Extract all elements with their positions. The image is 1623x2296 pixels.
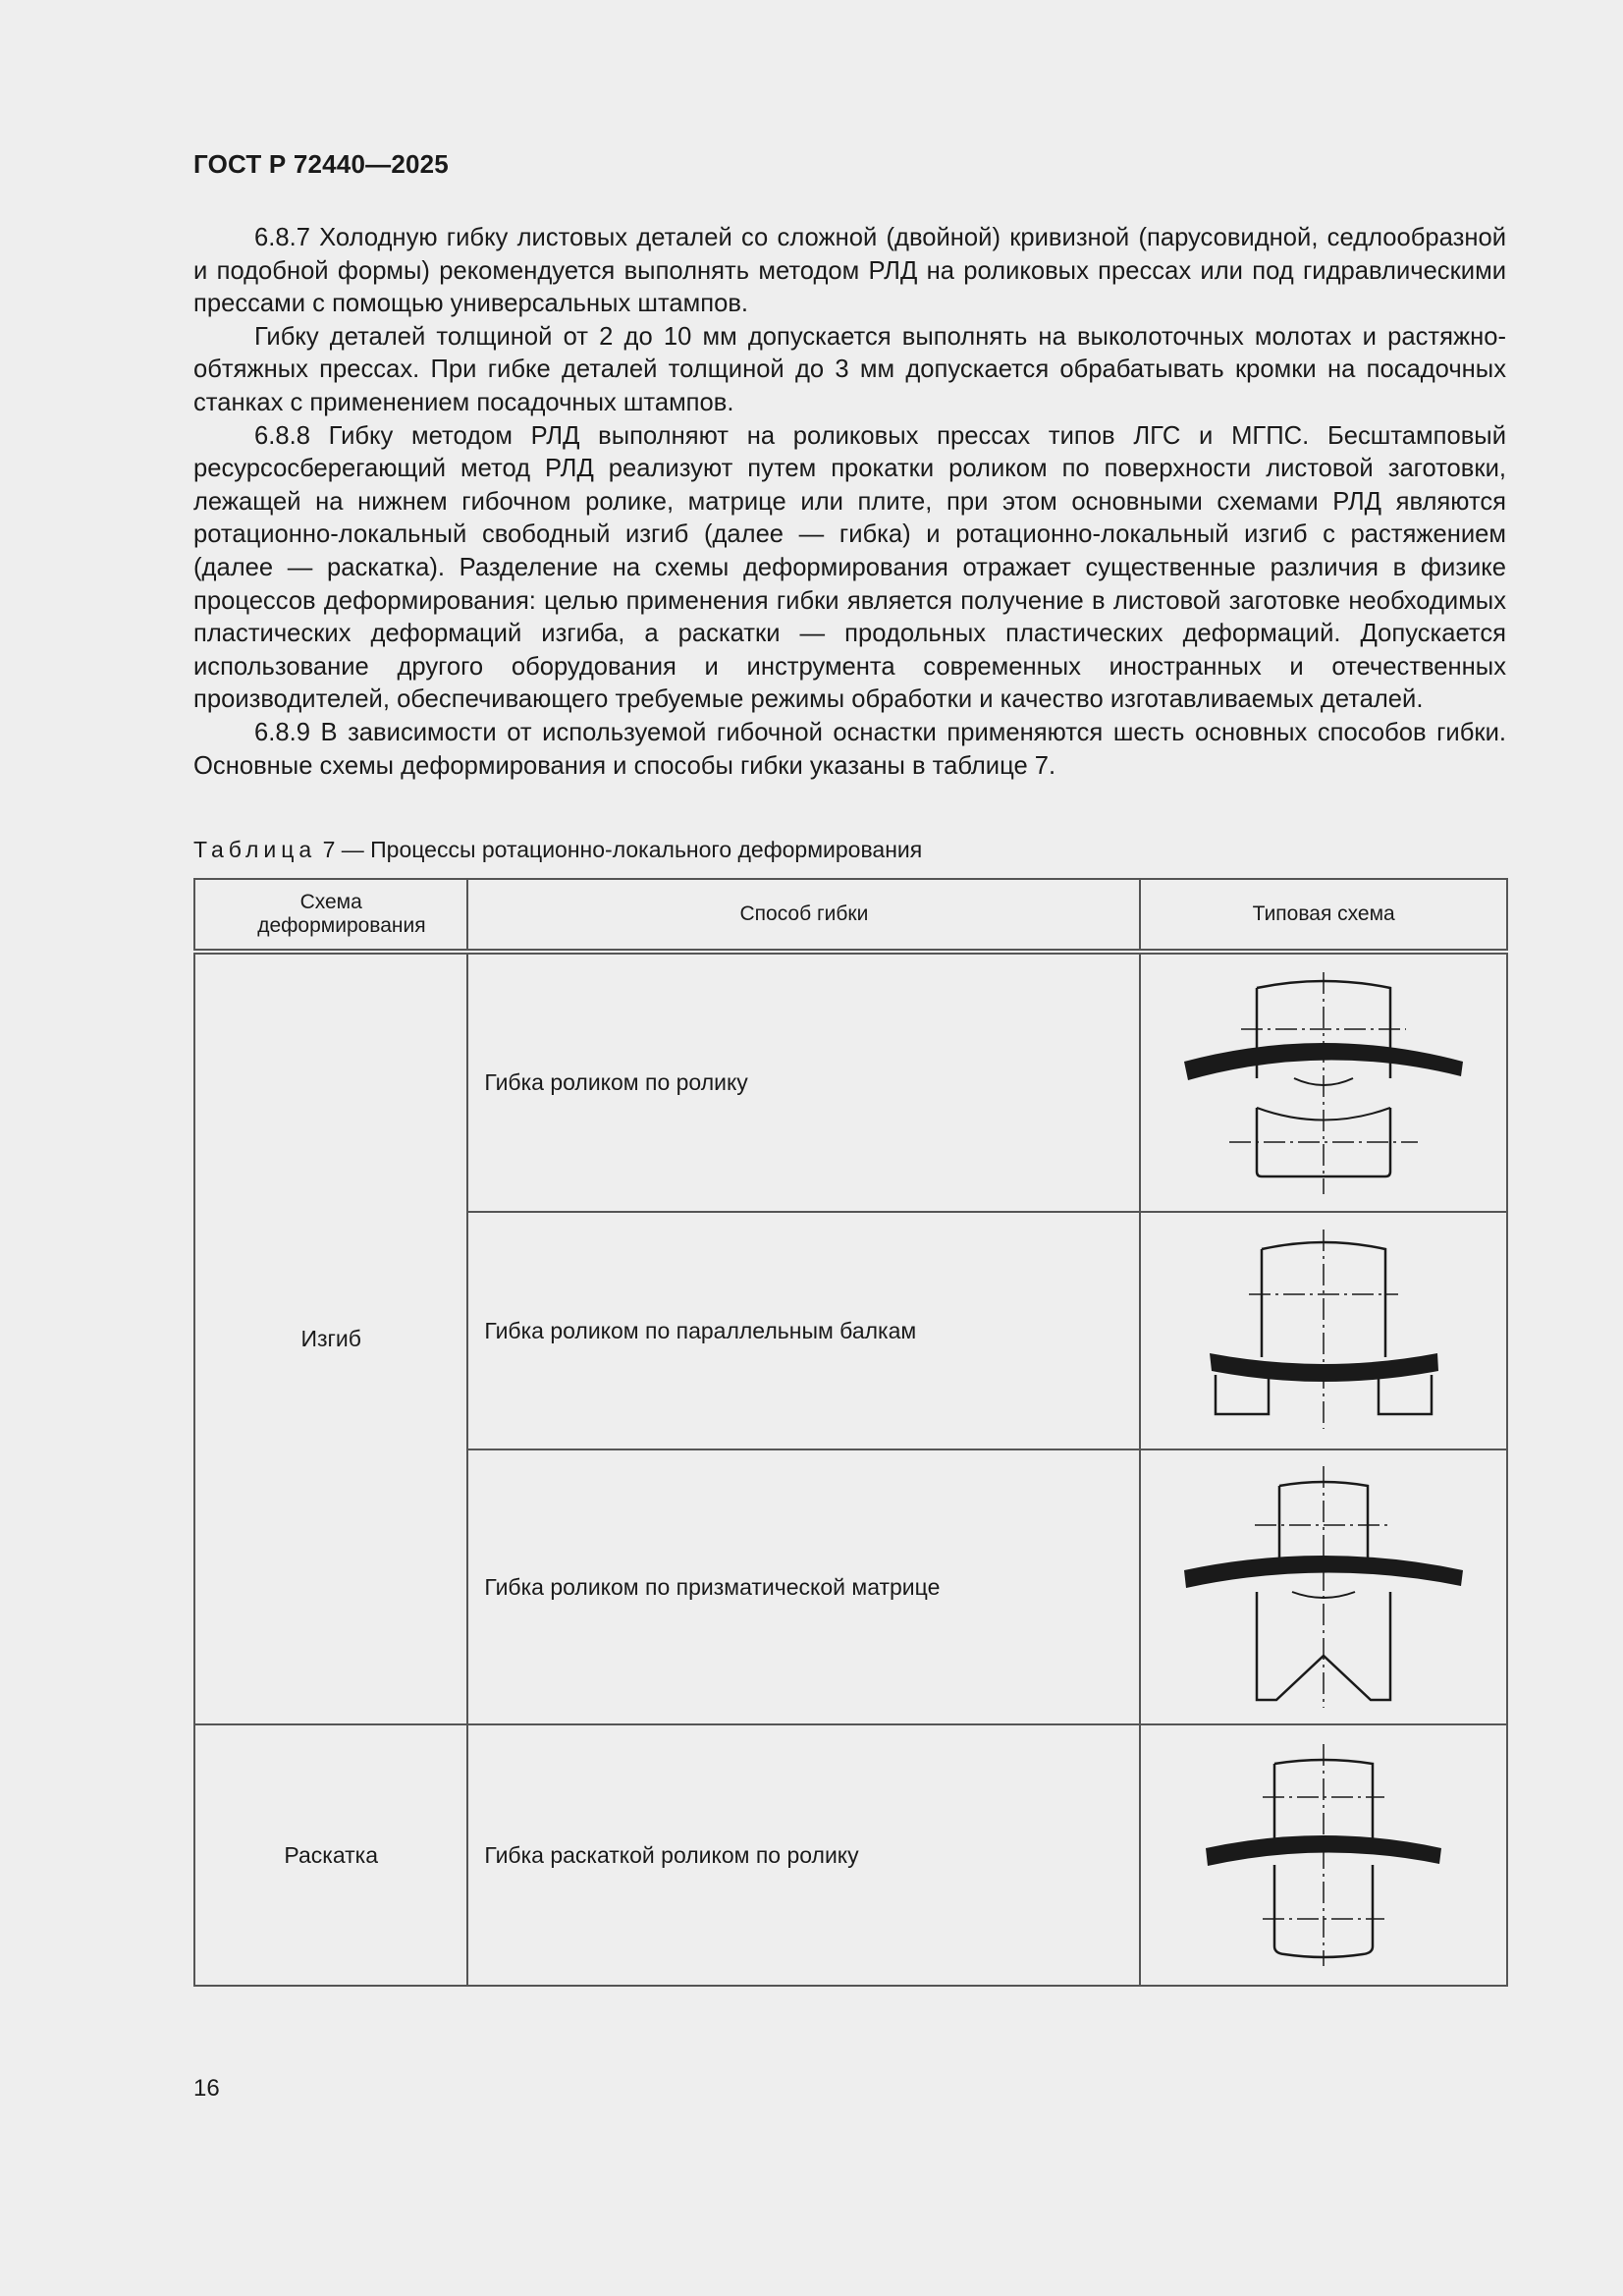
header-diagram: Типовая схема [1140, 879, 1507, 952]
deformation-table [193, 878, 1508, 1987]
roller-on-parallel-beams-diagram [1176, 1228, 1471, 1434]
rolling-roller-on-roller-diagram [1176, 1742, 1471, 1968]
method-cell: Гибка роликом по параллельным балкам [467, 1212, 1140, 1449]
page-number: 16 [193, 2075, 220, 2102]
paragraph-6-8-7: 6.8.7 Холодную гибку листовых деталей со сложной (двойной) кривизной (парусовидной, седлообразной и подобной формы) рекомендуется выполнять методом РЛД на роликовых прессах или под гидравлическими прессами с помощью универсальных штампов. [193, 224, 1506, 318]
table-row [194, 1724, 1507, 1986]
header-scheme-text: Схема деформирования [257, 891, 426, 937]
table-header-row [194, 879, 1507, 952]
scheme-cell-raskatka: Раскатка [194, 1724, 467, 1986]
table-row [194, 952, 1507, 1212]
diagram-cell [1140, 952, 1507, 1212]
roller-on-prismatic-die-diagram [1176, 1464, 1471, 1710]
table-caption-title: 7 — Процессы ротационно-локального деформирования [316, 837, 923, 862]
body-text [193, 222, 1506, 783]
method-cell: Гибка роликом по призматической матрице [467, 1449, 1140, 1724]
paragraph-6-8-8: 6.8.8 Гибку методом РЛД выполняют на роликовых прессах типов ЛГС и МГПС. Бесштамповый ресурсосберегающий метод РЛД реализуют путем прокатки роликом по поверхности листовой заготовки, лежащей на нижнем гибочном ролике, матрице или плите, при этом основными схемами РЛД являются ротационно-локальный свободный изгиб (далее — гибка) и ротационно-локальный изгиб с растяжением (далее — раскатка). Разделение на схемы деформирования отражает существенные различия в физике процессов деформирования: целью применения гибки является получение в листовой заготовке необходимых пластических деформаций изгиба, а раскатки — продольных пластических деформаций. Допускается использование другого оборудования и инструмента современных иностранных и отечественных производителей, обеспечивающего требуемые режимы обработки и качество изготавливаемых деталей. [193, 421, 1506, 714]
roller-on-roller-diagram [1176, 970, 1471, 1196]
method-cell: Гибка раскаткой роликом по ролику [467, 1724, 1140, 1986]
diagram-cell [1140, 1449, 1507, 1724]
scheme-cell-izgib: Изгиб [194, 952, 467, 1724]
diagram-cell [1140, 1724, 1507, 1986]
method-cell: Гибка роликом по ролику [467, 952, 1140, 1212]
paragraph-6-8-9: 6.8.9 В зависимости от используемой гибочной оснастки применяются шесть основных способов гибки. Основные схемы деформирования и способы гибки указаны в таблице 7. [193, 718, 1506, 780]
header-scheme [194, 879, 467, 952]
diagram-cell [1140, 1212, 1507, 1449]
paragraph-thickness: Гибку деталей толщиной от 2 до 10 мм допускается выполнять на выколоточных молотах и растяжно-обтяжных прессах. При гибке деталей толщиной до 3 мм допускается обрабатывать кромки на посадочных станках с применением посадочных штампов. [193, 322, 1506, 416]
document-code: ГОСТ Р 72440—2025 [193, 149, 449, 179]
table-caption [193, 837, 922, 863]
table-caption-prefix: Таблица [193, 837, 317, 862]
header-method: Способ гибки [467, 879, 1140, 952]
